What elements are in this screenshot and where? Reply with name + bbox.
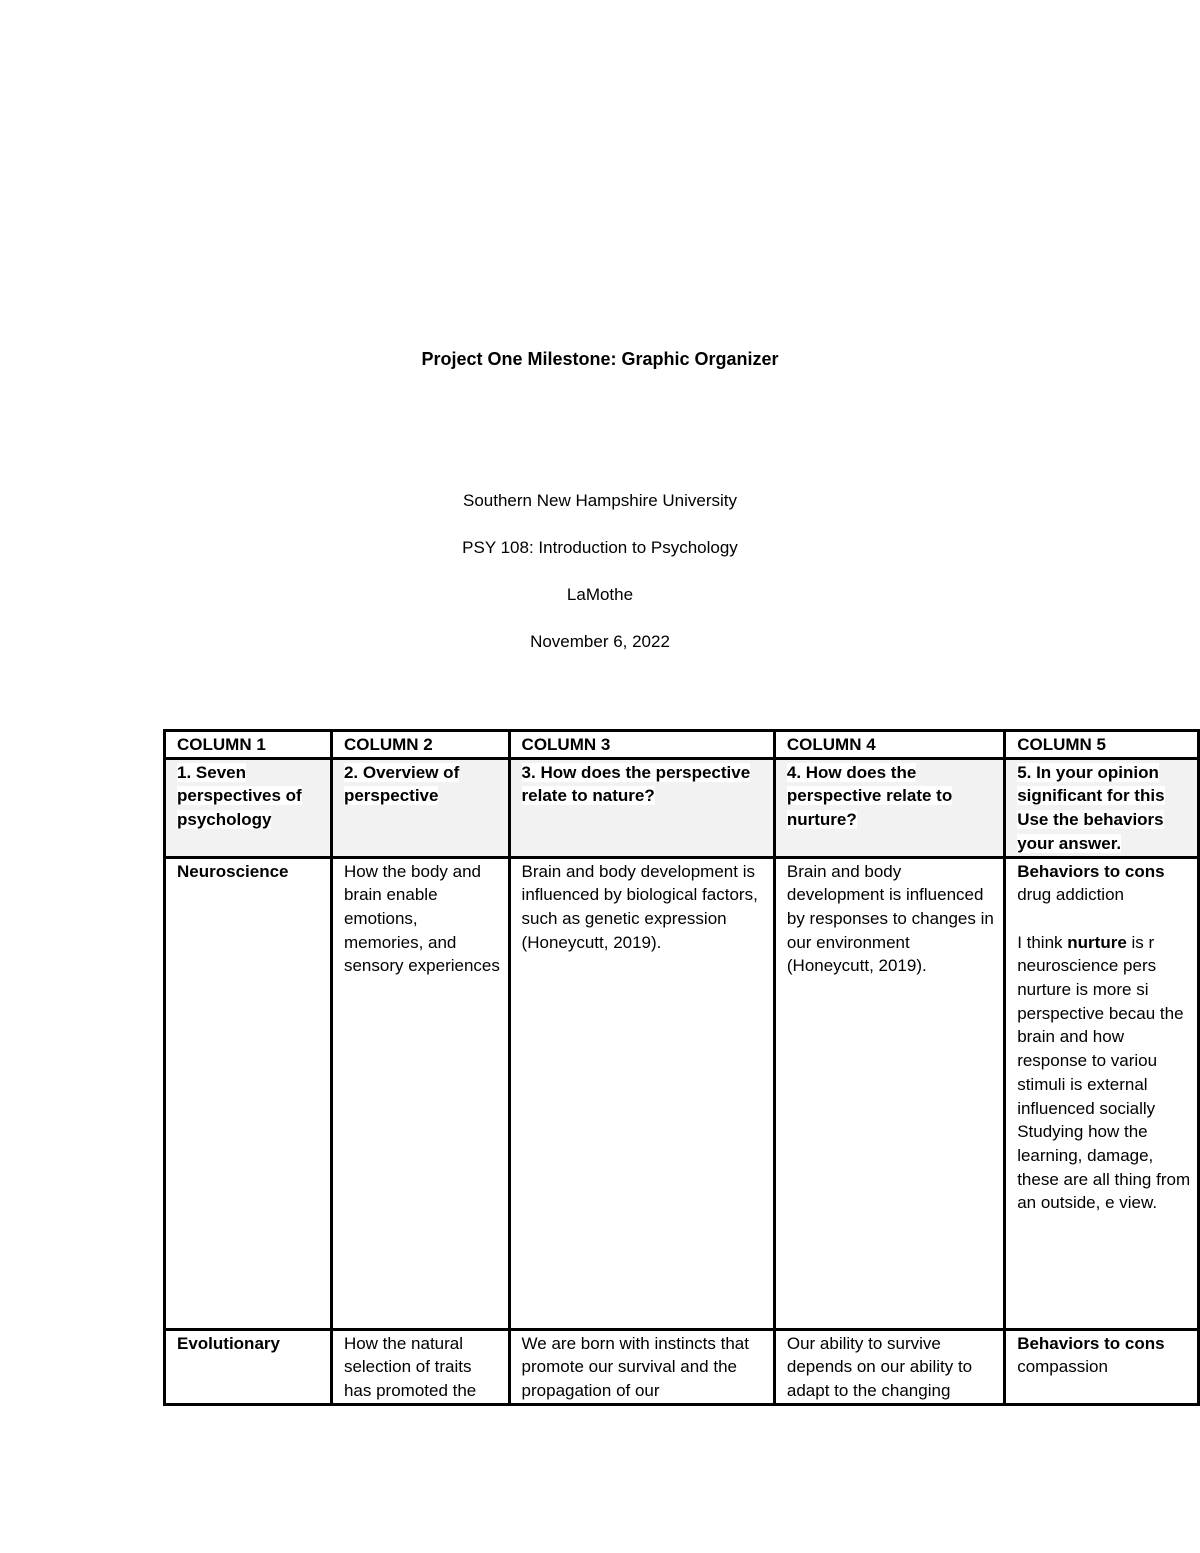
- question-cell: [331, 758, 509, 857]
- column-label: COLUMN 4: [774, 731, 1004, 759]
- document-date: November 6, 2022: [530, 632, 670, 651]
- question-cell: [509, 758, 774, 857]
- opinion-text: I think nurture is r neuroscience pers nurture is more si perspective becau the brain and how response to variou stimuli is external influenced socially Studying how the learning, damage, these are all thing from an outside, e view.: [1017, 932, 1191, 1213]
- question-row: [165, 758, 1199, 857]
- nurture-cell: Brain and body development is influenced by responses to changes in our environment (Honeycutt, 2019).: [774, 857, 1004, 1329]
- question-text: 4. How does the perspective relate to nurture?: [786, 762, 953, 830]
- instructor-name: LaMothe: [566, 585, 634, 604]
- question-cell: [774, 758, 1004, 857]
- opinion-label: Behaviors to cons: [1017, 1333, 1165, 1353]
- opinion-behavior: drug addiction: [1017, 885, 1124, 905]
- nature-cell: Brain and body development is influenced by biological factors, such as genetic expression (Honeycutt, 2019).: [509, 857, 774, 1329]
- course-name: PSY 108: Introduction to Psychology: [462, 538, 738, 557]
- overview-cell: How the body and brain enable emotions, memories, and sensory experiences: [331, 857, 509, 1329]
- perspective-name: Evolutionary: [165, 1329, 332, 1404]
- column-label: COLUMN 1: [165, 731, 332, 759]
- table-row: [165, 857, 1199, 1329]
- nurture-cell: Our ability to survive depends on our ability to adapt to the changing: [774, 1329, 1004, 1404]
- overview-cell: How the natural selection of traits has promoted the: [331, 1329, 509, 1404]
- question-text: 2. Overview of perspective: [343, 762, 460, 806]
- column-label: COLUMN 5: [1005, 731, 1199, 759]
- opinion-label: Behaviors to cons: [1017, 861, 1165, 881]
- table-row: [165, 1329, 1199, 1404]
- question-text: 1. Seven perspectives of psychology: [177, 762, 302, 830]
- question-cell: [165, 758, 332, 857]
- question-text: 5. In your opinion significant for this Use the behaviors your answer.: [1017, 762, 1165, 853]
- question-cell: [1005, 758, 1199, 857]
- nature-cell: We are born with instincts that promote our survival and the propagation of our: [509, 1329, 774, 1404]
- opinion-cell: [1005, 1329, 1199, 1404]
- graphic-organizer-table: [163, 729, 1200, 1406]
- question-text: 3. How does the perspective relate to nature?: [521, 762, 751, 806]
- column-label: COLUMN 3: [509, 731, 774, 759]
- column-label: COLUMN 2: [331, 731, 509, 759]
- opinion-behavior: compassion: [1017, 1357, 1108, 1377]
- perspective-name: Neuroscience: [165, 857, 332, 1329]
- university-name: Southern New Hampshire University: [463, 491, 737, 510]
- column-label-row: [165, 731, 1199, 759]
- document-title: Project One Milestone: Graphic Organizer: [421, 349, 779, 369]
- opinion-cell: [1005, 857, 1199, 1329]
